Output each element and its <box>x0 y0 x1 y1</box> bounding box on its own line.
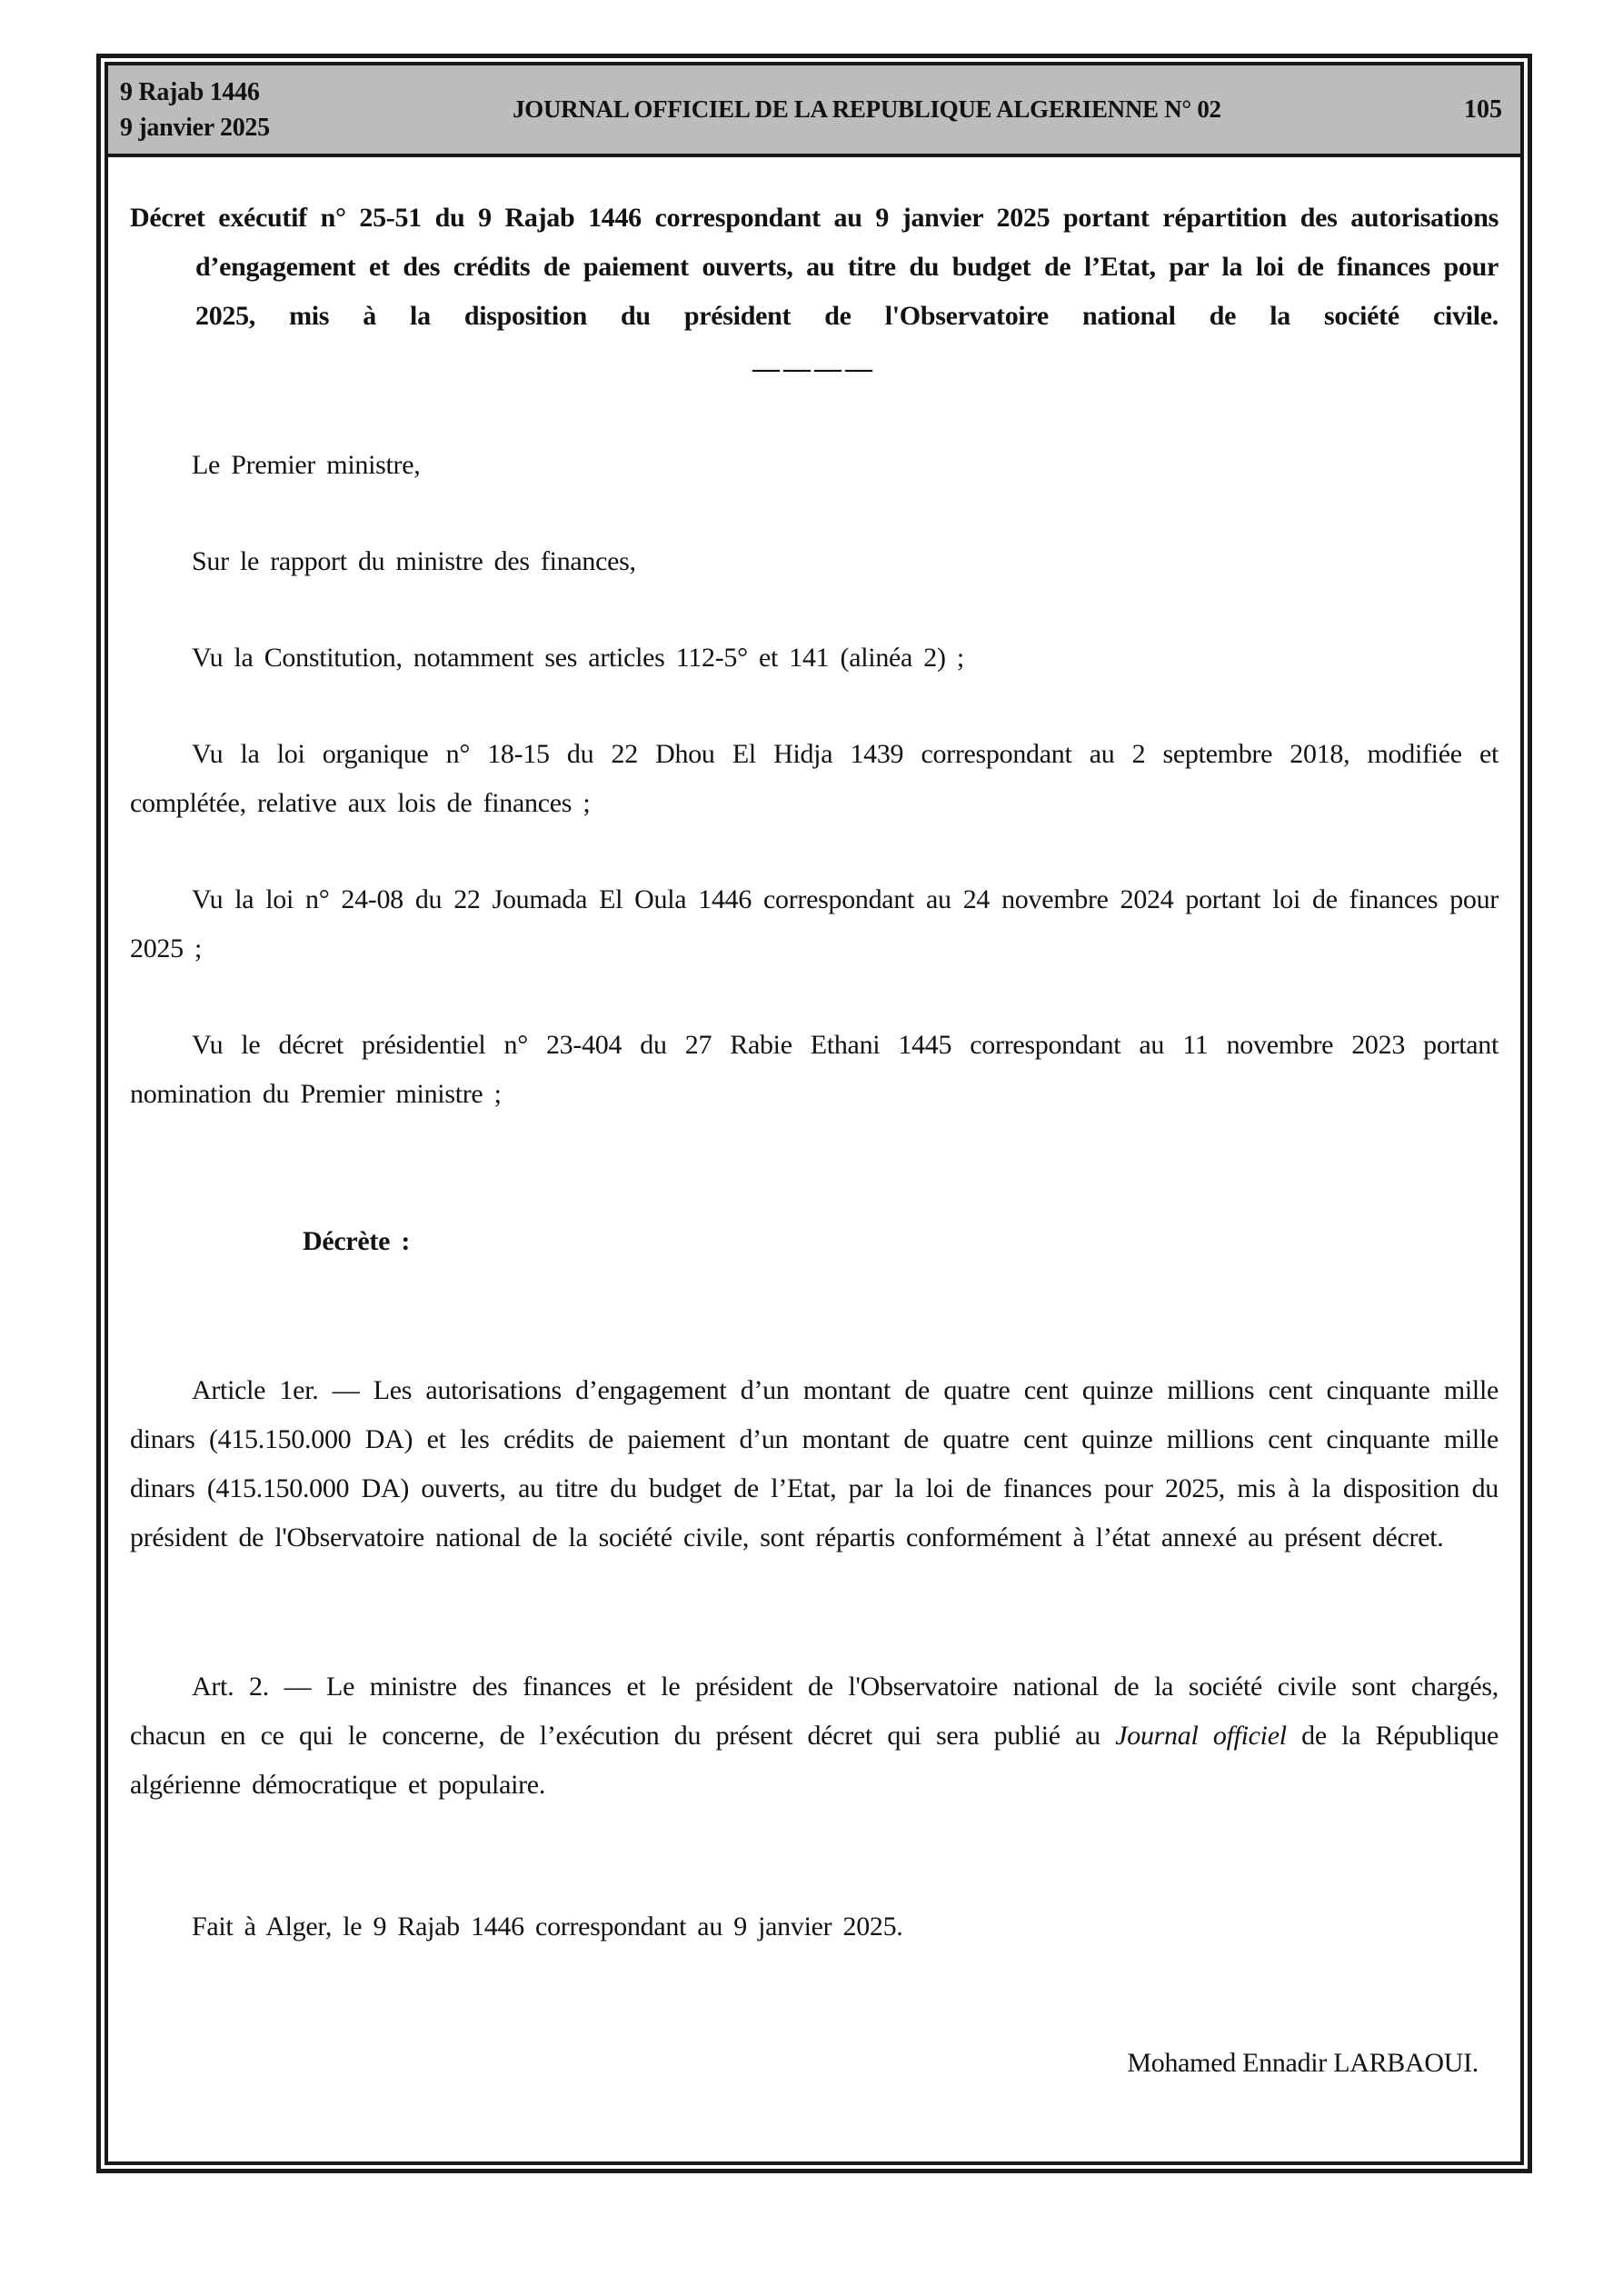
masthead <box>108 65 1520 157</box>
signatory-name: Mohamed Ennadir LARBAOUI. <box>1127 2048 1479 2078</box>
page-number: 105 <box>1464 95 1502 124</box>
page-frame-inner <box>105 62 1524 2165</box>
article-2-text-after: de la République algérienne démocratique et populaire. <box>130 1721 1499 1800</box>
dash-separator: ———— <box>752 354 876 384</box>
signature-place-date: Fait à Alger, le 9 Rajab 1446 correspondant au 9 janvier 2025. <box>192 1912 903 1942</box>
masthead-dates <box>108 75 270 145</box>
journal-title: JOURNAL OFFICIEL DE LA REPUBLIQUE ALGERIENNE N° 02 <box>513 95 1221 123</box>
article-1: Article 1er. — Les autorisations d’engagement d’un montant de quatre cent quinze millions cent cinquante mille dinars (415.150.000 DA) et les crédits de paiement d’un montant de quatre cent quinze millions cent cinquante mille dinars (415.150.000 DA) ouverts, au titre du budget de l’Etat, par la loi de finances pour 2025, mis à la disposition du président de l'Observatoire national de la société civile, sont répartis conformément à l’état annexé au présent décret. <box>130 1375 1499 1552</box>
preamble-vu-loi-finances: Vu la loi n° 24-08 du 22 Joumada El Oula 1446 correspondant au 24 novembre 2024 portant loi de finances pour 2025 ; <box>130 884 1499 963</box>
preamble-rapport-ministre: Sur le rapport du ministre des finances, <box>192 546 636 576</box>
decree-title: Décret exécutif n° 25-51 du 9 Rajab 1446 correspondant au 9 janvier 2025 portant répartition des autorisations d’engagement et des crédits de paiement ouverts, au titre du budget de l’Etat, par la loi de finances pour 2025, mis à la disposition du président de l'Observatoire national de la société civile. <box>130 203 1499 331</box>
enacting-formula: Décrète : <box>303 1226 411 1256</box>
article-2-text-before: Art. 2. — Le ministre des finances et le président de l'Observatoire national de la société civile sont chargés, chacun en ce qui le concerne, de l’exécution du présent décret qui sera publié au <box>130 1672 1499 1751</box>
preamble-vu-loi-organique: Vu la loi organique n° 18-15 du 22 Dhou El Hidja 1439 correspondant au 2 septembre 2018, modifiée et complétée, relative aux lois de finances ; <box>130 739 1499 818</box>
date-gregorian: 9 janvier 2025 <box>120 113 270 142</box>
preamble-vu-constitution: Vu la Constitution, notamment ses articles 112-5° et 141 (alinéa 2) ; <box>192 643 964 673</box>
date-hijri: 9 Rajab 1446 <box>120 77 260 106</box>
journal-officiel-italic: Journal officiel <box>1115 1721 1287 1751</box>
article-2 <box>130 1662 1499 1810</box>
page-frame-outer <box>96 54 1532 2173</box>
preamble-premier-ministre: Le Premier ministre, <box>192 450 421 480</box>
preamble-vu-decret-presidentiel: Vu le décret présidentiel n° 23-404 du 27 Rabie Ethani 1445 correspondant au 11 novembre 2023 portant nomination du Premier ministre ; <box>130 1030 1499 1109</box>
decree-body <box>108 157 1520 2161</box>
